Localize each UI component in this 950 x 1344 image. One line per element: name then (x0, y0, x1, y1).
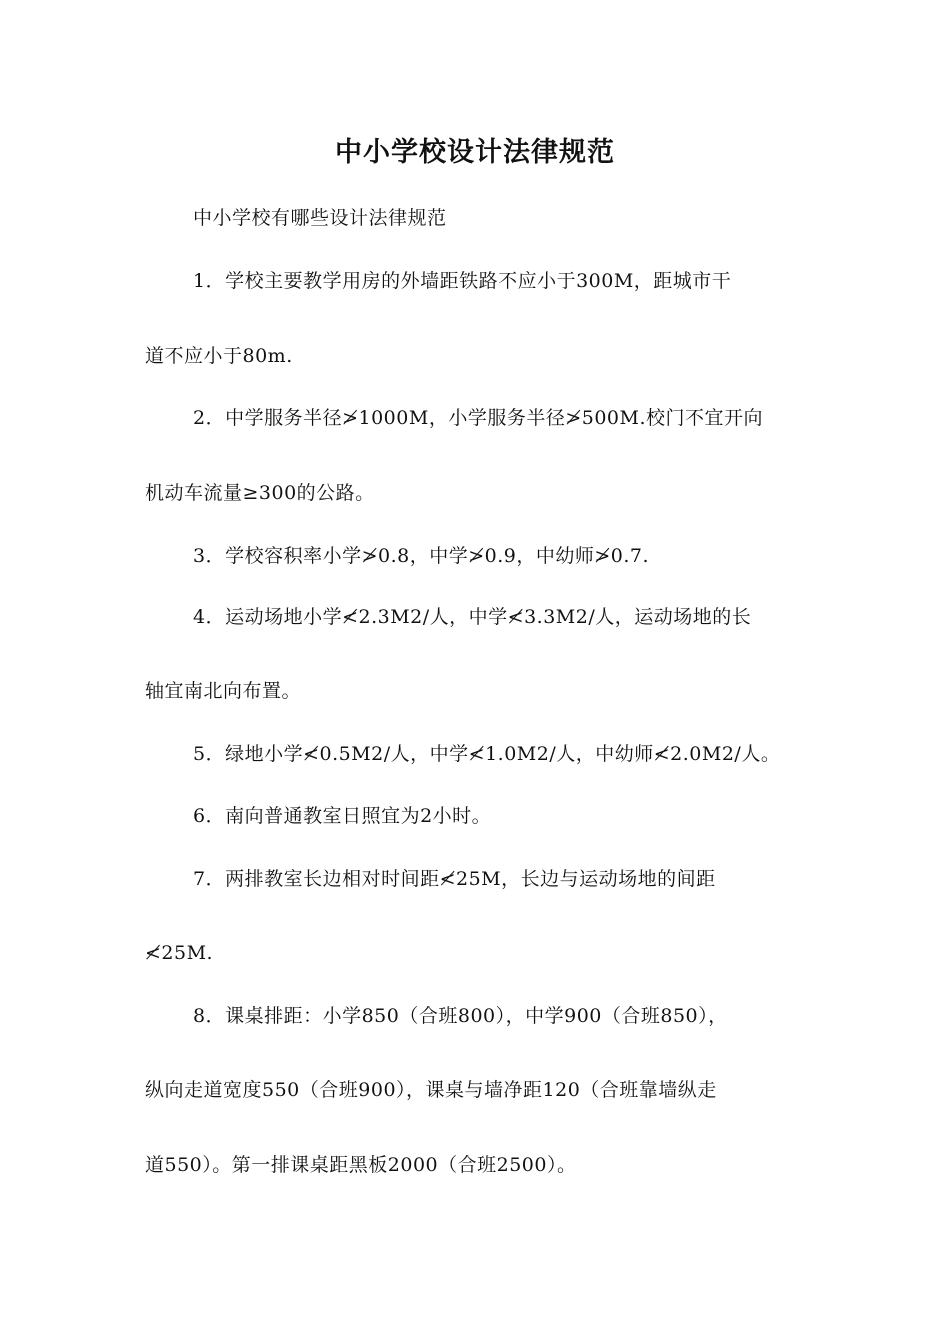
item-3-line-1: 3．学校容积率小学≯0.8，中学≯0.9，中幼师≯0.7. (193, 545, 650, 567)
item-4-line-1: 4．运动场地小学≮2.3M2/人，中学≮3.3M2/人，运动场地的长 (193, 606, 752, 628)
document-subtitle: 中小学校有哪些设计法律规范 (193, 207, 447, 229)
item-1-line-1: 1．学校主要教学用房的外墙距铁路不应小于300M，距城市干 (193, 270, 732, 292)
item-8-line-3: 道550）。第一排课桌距黑板2000（合班2500）。 (145, 1154, 577, 1176)
item-5-line-1: 5．绿地小学≮0.5M2/人，中学≮1.0M2/人，中幼师≮2.0M2/人。 (193, 743, 781, 765)
item-1-line-2: 道不应小于80m. (145, 345, 293, 367)
item-8-line-1: 8．课桌排距：小学850（合班800），中学900（合班850）， (193, 1005, 728, 1027)
item-4-line-2: 轴宜南北向布置。 (145, 680, 302, 702)
item-7-line-2: ≮25M. (145, 942, 214, 964)
item-7-line-1: 7．两排教室长边相对时间距≮25M，长边与运动场地的间距 (193, 868, 716, 890)
document-title: 中小学校设计法律规范 (335, 137, 615, 168)
item-6-line-1: 6．南向普通教室日照宜为2小时。 (193, 805, 492, 827)
item-8-line-2: 纵向走道宽度550（合班900），课桌与墙净距120（合班靠墙纵走 (145, 1079, 717, 1101)
item-2-line-2: 机动车流量≥300的公路。 (145, 482, 375, 504)
item-2-line-1: 2．中学服务半径≯1000M，小学服务半径≯500M.校门不宜开向 (193, 407, 763, 429)
